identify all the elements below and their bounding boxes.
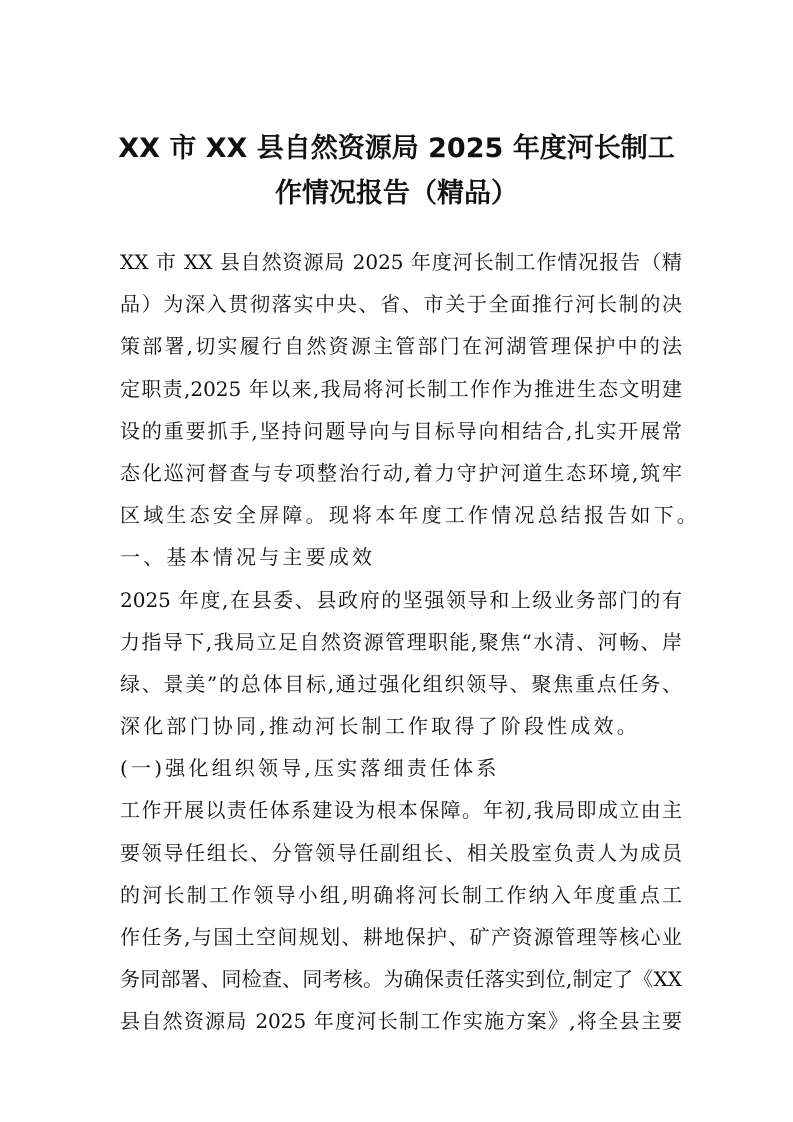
- paragraph-line: 工作开展以责任体系建设为根本保障。年初,我局即成立由主: [120, 798, 682, 823]
- paragraph-line: 绿、景美”的总体目标,通过强化组织领导、聚焦重点任务、: [120, 671, 682, 696]
- section-heading: 一、基本情况与主要成效: [120, 545, 376, 570]
- title-line-1: XX 市 XX 县自然资源局 2025 年度河长制工: [118, 133, 675, 164]
- paragraph-line: 定职责,2025 年以来,我局将河长制工作作为推进生态文明建: [120, 376, 682, 401]
- paragraph-line: 力指导下,我局立足自然资源管理职能,聚焦“水清、河畅、岸: [120, 629, 682, 654]
- paragraph-line: 要领导任组长、分管领导任副组长、相关股室负责人为成员: [120, 840, 682, 865]
- paragraph-line: 品）为深入贯彻落实中央、省、市关于全面推行河长制的决: [120, 292, 682, 317]
- paragraph-line: 2025 年度,在县委、县政府的坚强领导和上级业务部门的有: [120, 587, 682, 612]
- paragraph-line: 的河长制工作领导小组,明确将河长制工作纳入年度重点工: [120, 882, 682, 907]
- paragraph-line: 作任务,与国土空间规划、耕地保护、矿产资源管理等核心业: [120, 925, 682, 949]
- paragraph-line: XX 市 XX 县自然资源局 2025 年度河长制工作情况报告（精: [120, 250, 682, 274]
- paragraph-line: 深化部门协同,推动河长制工作取得了阶段性成效。: [120, 714, 640, 739]
- paragraph-line: 设的重要抓手,坚持问题导向与目标导向相结合,扎实开展常: [120, 418, 682, 443]
- paragraph-line: 区域生态安全屏障。现将本年度工作情况总结报告如下。: [120, 503, 700, 528]
- paragraph-line: 态化巡河督查与专项整治行动,着力守护河道生态环境,筑牢: [120, 460, 682, 485]
- paragraph-line: 务同部署、同检查、同考核。为确保责任落实到位,制定了《XX: [120, 967, 682, 992]
- paragraph-line: 策部署,切实履行自然资源主管部门在河湖管理保护中的法: [120, 334, 682, 359]
- document-body: [120, 241, 700, 1043]
- paragraph-line: 县自然资源局 2025 年度河长制工作实施方案》,将全县主要: [120, 1009, 682, 1034]
- title-line-2: 作情况报告（精品）: [275, 178, 518, 209]
- subsection-heading: (一)强化组织领导,压实落细责任体系: [120, 756, 500, 781]
- document-title: [100, 126, 693, 216]
